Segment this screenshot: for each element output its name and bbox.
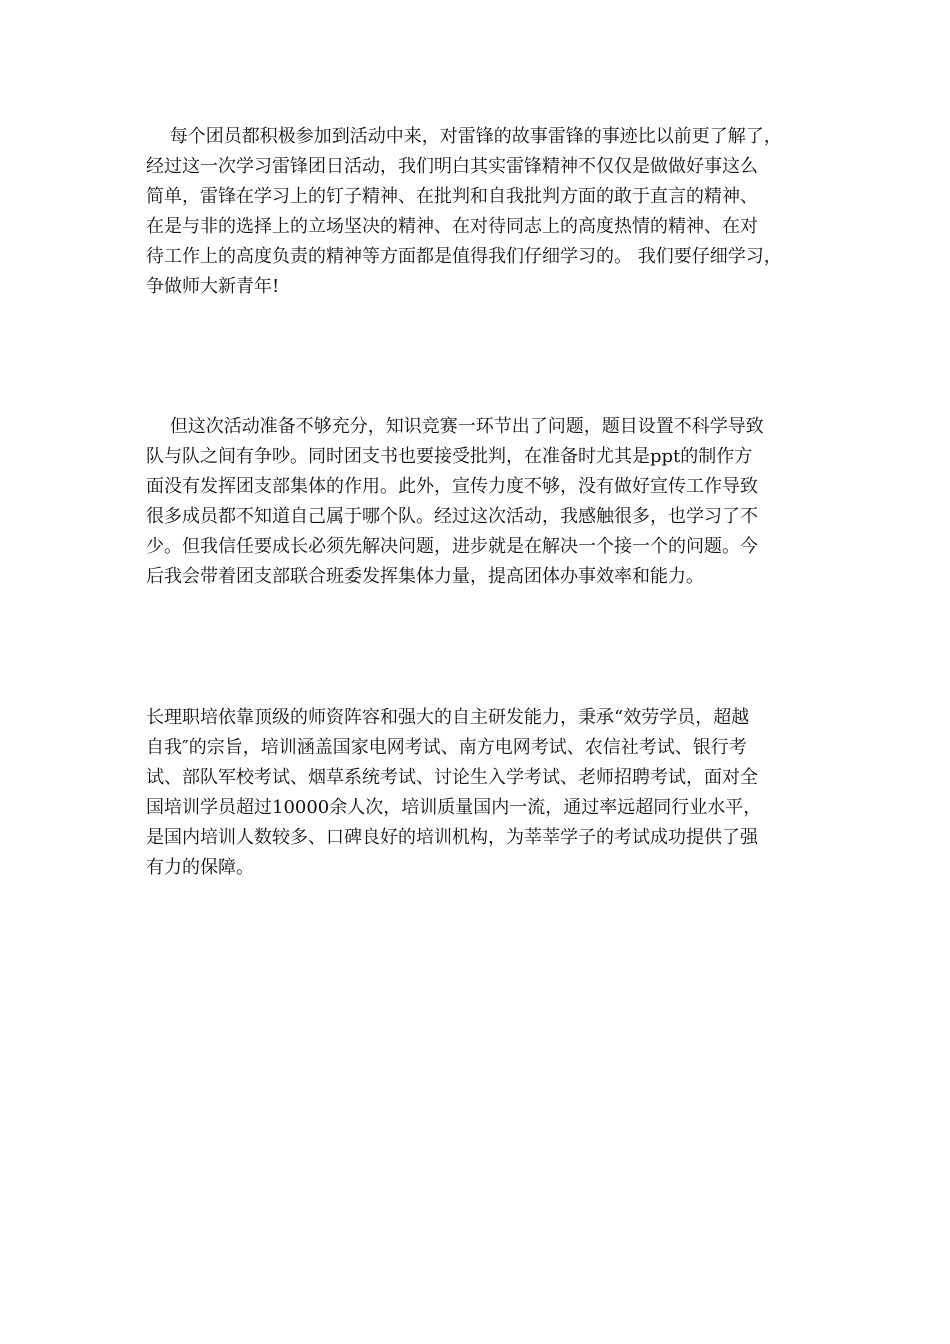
paragraph-line: 面没有发挥团支部集体的作用。此外，宣传力度不够，没有做好宣传工作导致 [146,476,758,497]
paragraph-line: 队与队之间有争吵。同时团支书也要接受批判，在准备时尤其是ppt的制作方 [146,446,753,467]
paragraph-activity-shortcomings [146,412,826,592]
paragraph-line: 长理职培依靠顶级的师资阵容和强大的自主研发能力，秉承“效劳学员，超越 [146,707,750,728]
paragraph-line: 简单，雷锋在学习上的钉子精神、在批判和自我批判方面的敢于直言的精神、 [146,186,758,207]
paragraph-line: 经过这一次学习雷锋团日活动，我们明白其实雷锋精神不仅仅是做做好事这么 [146,156,758,177]
paragraph-line: 但这次活动准备不够充分，知识竞赛一环节出了问题，题目设置不科学导致 [146,416,764,437]
paragraph-line: 争做师大新青年! [146,276,280,297]
paragraph-line: 有力的保障。 [146,857,254,878]
paragraph-line: 待工作上的高度负责的精神等方面都是值得我们仔细学习的。 我们要仔细学习， [146,246,782,267]
paragraph-line: 是国内培训人数较多、口碑良好的培训机构，为莘莘学子的考试成功提供了强 [146,827,758,848]
paragraph-line: 试、部队军校考试、烟草系统考试、讨论生入学考试、老师招聘考试，面对全 [146,767,758,788]
paragraph-line: 国培训学员超过10000余人次，培训质量国内一流，通过率远超同行业水平， [146,797,762,818]
paragraph-line: 少。但我信任要成长必须先解决问题，进步就是在解决一个接一个的问题。今 [146,536,758,557]
paragraph-line: 后我会带着团支部联合班委发挥集体力量，提高团体办事效率和能力。 [146,566,704,587]
paragraph-lei-feng-activity [146,122,826,302]
paragraph-line: 很多成员都不知道自己属于哪个队。经过这次活动，我感触很多，也学习了不 [146,506,758,527]
paragraph-line: 在是与非的选择上的立场坚决的精神、在对待同志上的高度热情的精神、在对 [146,216,758,237]
paragraph-training-institution [146,703,826,883]
paragraph-line: 自我″的宗旨，培训涵盖国家电网考试、南方电网考试、农信社考试、银行考 [146,737,747,758]
paragraph-line: 每个团员都积极参加到活动中来，对雷锋的故事雷锋的事迹比以前更了解了， [146,126,782,147]
